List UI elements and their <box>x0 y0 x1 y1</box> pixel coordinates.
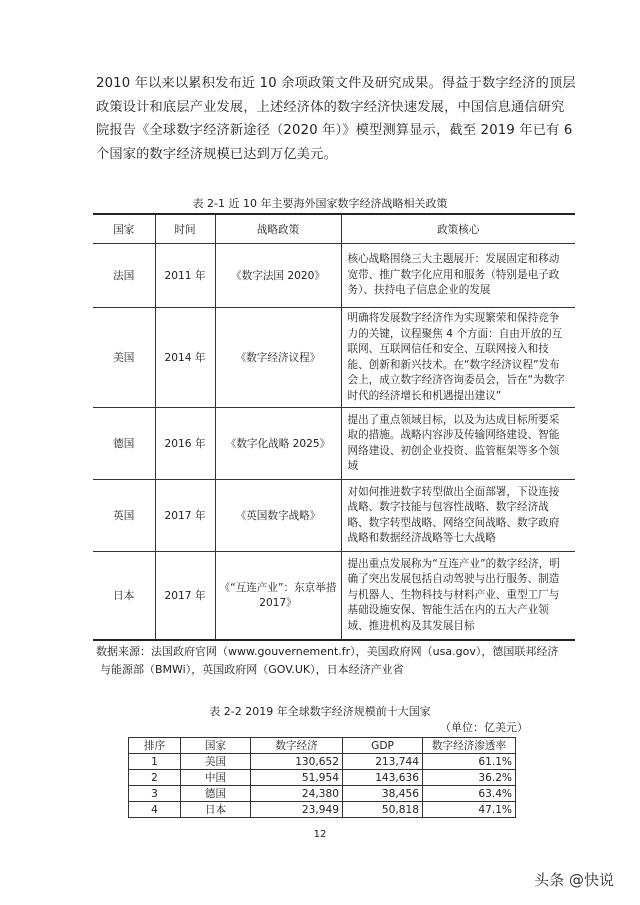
cell-rate: 36.2% <box>423 770 516 786</box>
cell-year: 2017 年 <box>155 552 215 640</box>
cell-country: 美国 <box>181 754 251 770</box>
cell-policy: 《数字化战略 2025》 <box>215 408 341 480</box>
cell-gdp: 50,818 <box>343 802 423 818</box>
cell-country: 德国 <box>181 786 251 802</box>
cell-core: 核心战略围绕三大主题展开：发展固定和移动宽带、推广数字化应用和服务（特别是电子政务）、扶持电子信息企业的发展 <box>341 244 575 308</box>
table-row <box>93 552 575 640</box>
header-rate: 数字经济渗透率 <box>423 738 516 754</box>
cell-country: 日本 <box>181 802 251 818</box>
table1-caption: 表 2-1 近 10 年主要海外国家数字经济战略相关政策 <box>192 197 448 210</box>
cell-digital: 130,652 <box>251 754 343 770</box>
cell-rank: 1 <box>129 754 181 770</box>
cell-core: 明确将发展数字经济作为实现繁荣和保持竞争力的关键，议程聚焦 4 个方面：自由开放的互联网、互联网信任和安全、互联网接入和技能、创新和新兴技术。在“数字经济议程”发布会上，成立数字经济咨询委员会，旨在“为数字时代的经济增长和机遇提出建议” <box>341 308 575 408</box>
paragraph-line: 院报告《全球数字经济新途径（2020 年）》模型测算显示，截至 2019 年已有 6 <box>96 123 573 138</box>
cell-policy: 《数字法国 2020》 <box>215 244 341 308</box>
cell-policy: 《英国数字战略》 <box>215 480 341 552</box>
cell-rate: 47.1% <box>423 802 516 818</box>
data-source-note <box>96 643 576 679</box>
watermark: 头条 @快说 <box>534 871 614 889</box>
cell-gdp: 38,456 <box>343 786 423 802</box>
page-number: 12 <box>313 829 327 840</box>
unit-label: （单位：亿美元） <box>440 721 528 734</box>
cell-core: 提出重点发展称为“互连产业”的数字经济，明确了突出发展包括自动驾驶与出行服务、制造与机器人、生物科技与材料产业、重型工厂与基础设施安保、智能生活在内的五大产业领域、推进机构及其发展目标 <box>341 552 575 640</box>
cell-year: 2016 年 <box>155 408 215 480</box>
cell-digital: 24,380 <box>251 786 343 802</box>
source-line: 与能源部（BMWi），英国政府网（GOV.UK），日本经济产业省 <box>100 663 404 676</box>
cell-country: 美国 <box>93 308 155 408</box>
cell-digital: 23,949 <box>251 802 343 818</box>
header-gdp: GDP <box>343 738 423 754</box>
table-row <box>129 802 516 818</box>
table-row <box>93 408 575 480</box>
cell-rank: 2 <box>129 770 181 786</box>
cell-rank: 4 <box>129 802 181 818</box>
header-digital: 数字经济 <box>251 738 343 754</box>
table-header-row <box>93 214 575 244</box>
paragraph-line: 2010 年以来以累积发布近 10 余项政策文件及研究成果。得益于数字经济的顶层 <box>96 76 576 91</box>
ranking-table <box>128 737 516 818</box>
header-core: 政策核心 <box>341 214 575 244</box>
cell-policy: 《数字经济议程》 <box>215 308 341 408</box>
table-row <box>93 244 575 308</box>
cell-gdp: 143,636 <box>343 770 423 786</box>
header-rank: 排序 <box>129 738 181 754</box>
table-row <box>129 754 516 770</box>
cell-year: 2017 年 <box>155 480 215 552</box>
intro-paragraph <box>96 72 576 166</box>
cell-year: 2011 年 <box>155 244 215 308</box>
cell-country: 法国 <box>93 244 155 308</box>
header-year: 时间 <box>155 214 215 244</box>
table-header-row <box>129 738 516 754</box>
cell-digital: 51,954 <box>251 770 343 786</box>
source-line: 数据来源：法国政府官网（www.gouvernement.fr），美国政府网（usa.gov），德国联邦经济 <box>96 645 559 658</box>
cell-country: 中国 <box>181 770 251 786</box>
header-policy: 战略政策 <box>215 214 341 244</box>
cell-country: 德国 <box>93 408 155 480</box>
table2-caption: 表 2-2 2019 年全球数字经济规模前十大国家 <box>209 705 431 718</box>
header-country: 国家 <box>181 738 251 754</box>
header-country: 国家 <box>93 214 155 244</box>
cell-core: 对如何推进数字转型做出全面部署，下设连接战略、数字技能与包容性战略、数字经济战略、数字转型战略、网络空间战略、数字政府战略和数据经济战略等七大战略 <box>341 480 575 552</box>
cell-rate: 63.4% <box>423 786 516 802</box>
table-row <box>93 308 575 408</box>
table-row <box>129 770 516 786</box>
cell-rank: 3 <box>129 786 181 802</box>
policy-table <box>93 213 575 641</box>
cell-country: 英国 <box>93 480 155 552</box>
cell-policy: 《“互连产业”：东京举措 2017》 <box>215 552 341 640</box>
cell-core: 提出了重点领域目标，以及为达成目标所要采取的措施。战略内容涉及传输网络建设、智能网络建设、初创企业投资、监管框架等多个领域 <box>341 408 575 480</box>
cell-year: 2014 年 <box>155 308 215 408</box>
cell-rate: 61.1% <box>423 754 516 770</box>
table-row <box>93 480 575 552</box>
paragraph-line: 个国家的数字经济规模已达到万亿美元。 <box>96 146 337 162</box>
paragraph-line: 政策设计和底层产业发展，上述经济体的数字经济快速发展，中国信息通信研究 <box>96 99 565 115</box>
cell-country: 日本 <box>93 552 155 640</box>
cell-gdp: 213,744 <box>343 754 423 770</box>
table-row <box>129 786 516 802</box>
